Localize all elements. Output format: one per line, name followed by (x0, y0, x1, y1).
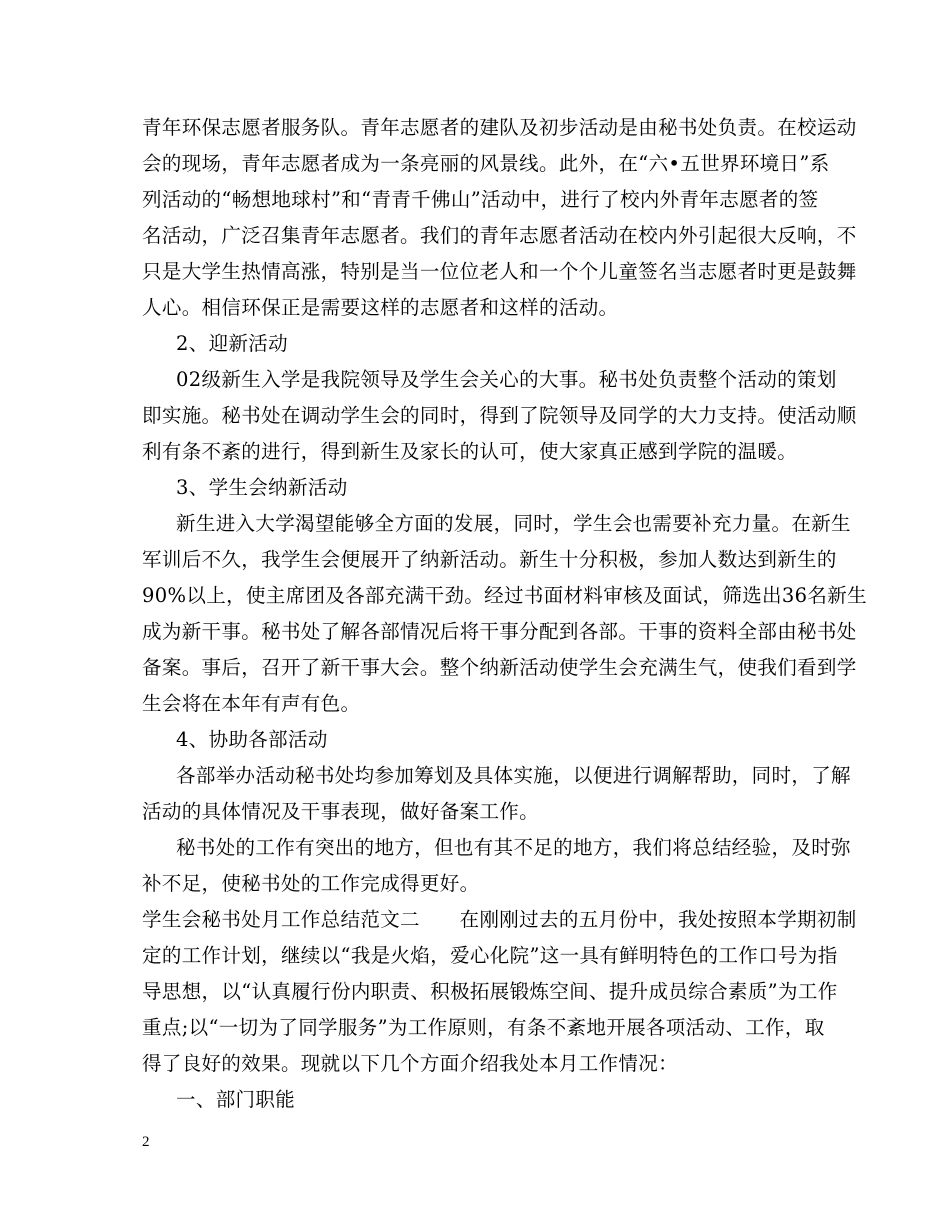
body-text-line: 人心。相信环保正是需要这样的志愿者和这样的活动。 (142, 296, 619, 319)
body-text-line: 秘书处的工作有突出的地方，但也有其不足的地方，我们将总结经验，及时弥 (176, 836, 851, 859)
body-text-line: 得了良好的效果。现就以下几个方面介绍我处本月工作情况： (142, 1052, 678, 1075)
body-text-line: 重点;以“一切为了同学服务”为工作原则，有条不紊地开展各项活动、工作，取 (142, 1016, 825, 1039)
body-text-line: 列活动的“畅想地球村”和“青青千佛山”活动中，进行了校内外青年志愿者的签 (142, 188, 819, 211)
body-text-line: 军训后不久，我学生会便展开了纳新活动。新生十分积极，参加人数达到新生的 (142, 548, 837, 571)
section-heading: 一、部门职能 (176, 1088, 296, 1111)
body-text-line: 即实施。秘书处在调动学生会的同时，得到了院领导及同学的大力支持。使活动顺 (142, 404, 857, 427)
body-text-line: 名活动，广泛召集青年志愿者。我们的青年志愿者活动在校内外引起很大反响，不 (142, 224, 857, 247)
section-heading: 2、迎新活动 (176, 332, 289, 355)
page-number: 2 (142, 1134, 150, 1150)
body-text-line: 各部举办活动秘书处均参加筹划及具体实施，以便进行调解帮助，同时，了解 (176, 764, 851, 787)
body-text-line: 补不足，使秘书处的工作完成得更好。 (142, 872, 480, 895)
body-text-line: 青年环保志愿者服务队。青年志愿者的建队及初步活动是由秘书处负责。在校运动 (142, 116, 857, 139)
title-line: 学生会秘书处月工作总结范文二 在刚刚过去的五月份中，我处按照本学期初制 (142, 908, 857, 931)
body-text-line: 会的现场，青年志愿者成为一条亮丽的风景线。此外，在“六•五世界环境日”系 (142, 152, 830, 175)
body-text-line: 导思想，以“认真履行份内职责、积极拓展锻炼空间、提升成员综合素质”为工作 (142, 980, 838, 1003)
body-text-line: 备案。事后，召开了新干事大会。整个纳新活动使学生会充满生气，使我们看到学 (142, 656, 857, 679)
body-text-line: 定的工作计划，继续以“我是火焰，爱心化院”这一具有鲜明特色的工作口号为指 (142, 944, 838, 967)
body-text-line: 新生进入大学渴望能够全方面的发展，同时，学生会也需要补充力量。在新生 (176, 512, 851, 535)
body-text-line: 02级新生入学是我院领导及学生会关心的大事。秘书处负责整个活动的策划 (176, 368, 837, 391)
body-text-line: 成为新干事。秘书处了解各部情况后将干事分配到各部。干事的资料全部由秘书处 (142, 620, 857, 643)
section-heading: 3、学生会纳新活动 (176, 476, 348, 499)
body-text-line: 90%以上，使主席团及各部充满干劲。经过书面材料审核及面试，筛选出36名新生 (142, 584, 867, 607)
body-text-line: 活动的具体情况及干事表现，做好备案工作。 (142, 800, 540, 823)
body-text-line: 生会将在本年有声有色。 (142, 692, 361, 715)
section-heading: 4、协助各部活动 (176, 728, 328, 751)
body-text-line: 只是大学生热情高涨，特别是当一位位老人和一个个儿童签名当志愿者时更是鼓舞 (142, 260, 857, 283)
body-text-line: 利有条不紊的进行，得到新生及家长的认可，使大家真正感到学院的温暖。 (142, 440, 798, 463)
